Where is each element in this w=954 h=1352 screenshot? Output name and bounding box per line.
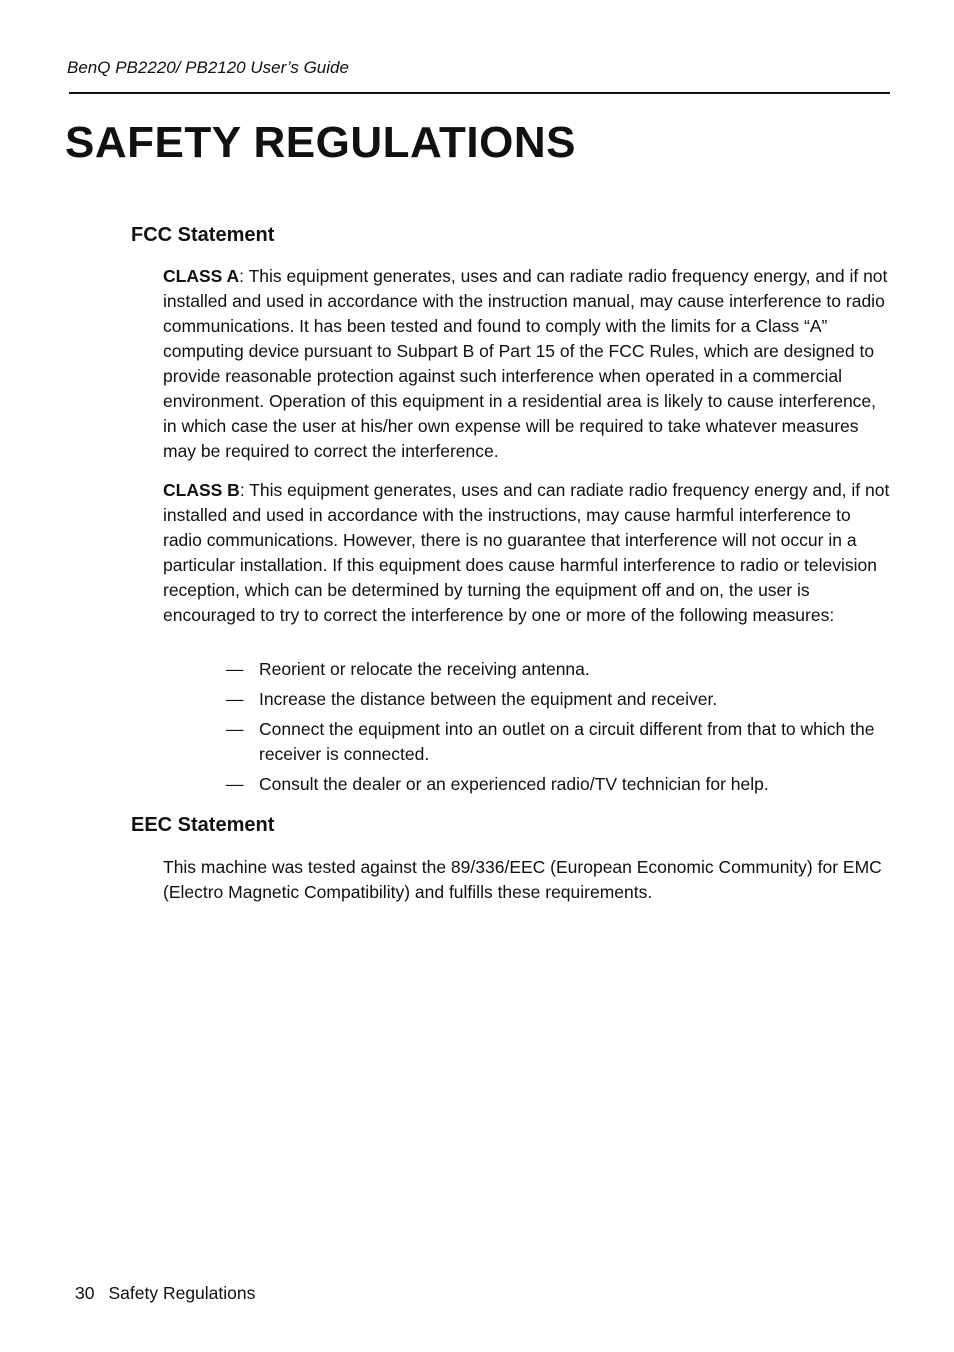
class-b-paragraph xyxy=(163,478,893,628)
dash-bullet: — xyxy=(226,659,244,679)
dash-bullet: — xyxy=(226,774,244,794)
measure-text: Connect the equipment into an outlet on a circuit different from that to which the receiver is connected. xyxy=(259,719,875,764)
list-item xyxy=(226,772,886,797)
measure-text: Increase the distance between the equipment and receiver. xyxy=(259,689,718,709)
fcc-heading: FCC Statement xyxy=(131,224,275,246)
measure-text: Reorient or relocate the receiving antenna. xyxy=(259,659,590,679)
list-item xyxy=(226,717,886,767)
class-a-text: : This equipment generates, uses and can radiate radio frequency energy, and if not installed and used in accordance with the instruction manual, may cause interference to radio communications. It has been tested and found to comply with the limits for a Class “A” computing device pursuant to Subpart B of Part 15 of the FCC Rules, which are designed to provide reasonable protection against such interference when operated in a commercial environment. Operation of this equipment in a residential area is likely to cause interference, in which case the user at his/her own expense will be required to take whatever measures may be required to correct the interference. xyxy=(163,266,888,461)
list-item xyxy=(226,687,886,712)
page-number: 30 xyxy=(75,1283,95,1303)
eec-heading: EEC Statement xyxy=(131,814,275,836)
page-title: SAFETY REGULATIONS xyxy=(65,118,576,167)
running-header: BenQ PB2220/ PB2120 User’s Guide xyxy=(67,58,349,77)
eec-paragraph: This machine was tested against the 89/336/EEC (European Economic Community) for EMC (Electro Magnetic Compatibility) and fulfills these requirements. xyxy=(163,857,882,902)
footer-section: Safety Regulations xyxy=(108,1283,256,1303)
class-a-label: CLASS A xyxy=(163,266,240,286)
dash-bullet: — xyxy=(226,689,244,709)
measure-text: Consult the dealer or an experienced radio/TV technician for help. xyxy=(259,774,769,794)
class-b-label: CLASS B xyxy=(163,480,240,500)
list-item xyxy=(226,657,886,682)
measures-list xyxy=(226,657,886,802)
page-footer xyxy=(75,1283,255,1304)
dash-bullet: — xyxy=(226,719,244,739)
header-rule xyxy=(69,92,890,94)
class-b-text: : This equipment generates, uses and can radiate radio frequency energy and, if not installed and used in accordance with the instructions, may cause harmful interference to radio communications. However, there is no guarantee that interference will not occur in a particular installation. If this equipment does cause harmful interference to radio or television reception, which can be determined by turning the equipment off and on, the user is encouraged to try to correct the interference by one or more of the following measures: xyxy=(163,480,890,625)
class-a-paragraph xyxy=(163,264,893,464)
